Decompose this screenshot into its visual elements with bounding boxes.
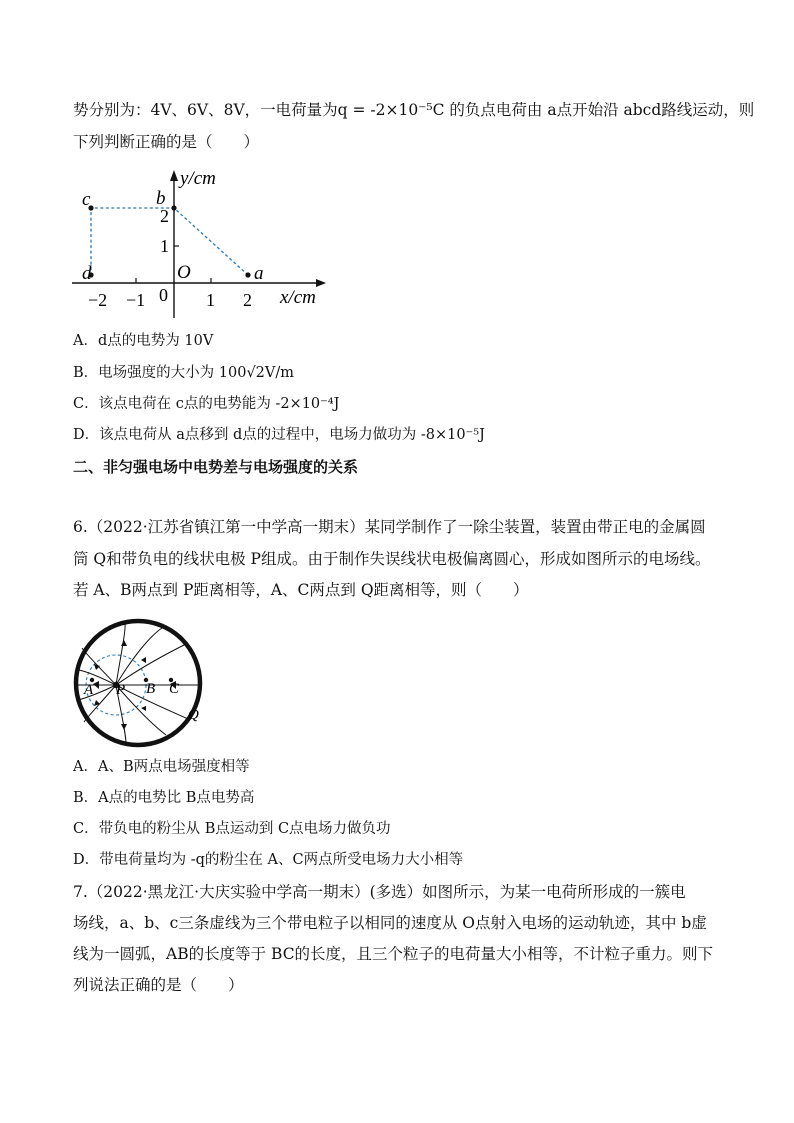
q6-option-c: C．带负电的粉尘从 B点运动到 C点电场力做负功 [73,821,391,837]
label-d: d [82,263,92,284]
q6-text-line-2: 筒 Q和带负电的线状电极 P组成。由于制作失误线状电极偏离圆心，形成如图所示的电场线。 [73,550,711,568]
q6-text-line-3: 若 A、B两点到 P距离相等，A、C两点到 Q距离相等，则（ ） [73,581,529,599]
label-A: A [84,682,94,698]
label-B: B [146,681,156,697]
q7-text-line-2: 场线，a、b、c三条虚线为三个带电粒子以相同的速度从 O点射入电场的运动轨迹，其中 b虚 [73,914,707,932]
x-tick-neg2: −2 [88,290,108,310]
q5-option-b: B．电场强度的大小为 100√2V/m [73,365,295,381]
point-b-dot [171,205,176,210]
label-a: a [254,263,264,284]
label-C: C [169,681,180,697]
label-b: b [156,188,166,209]
q5-option-d: D．该点电荷从 a点移到 d点的过程中，电场力做功为 -8×10⁻⁵J [73,427,485,443]
x-tick-1: 1 [206,290,215,310]
q7-text-line-4: 列说法正确的是（ ） [73,976,244,994]
x-axis-label: x/cm [280,287,316,308]
q6-option-b: B．A点的电势比 B点电势高 [73,790,255,806]
q6-field-figure [70,618,220,743]
q5-text-line-1: 势分别为：4V、6V、8V，一电荷量为q = -2×10⁻⁵C 的负点电荷由 a点开始沿 abcd路线运动，则 [73,101,755,119]
y-tick-2: 2 [160,206,169,226]
zero-label: 0 [159,285,168,305]
label-c: c [82,189,91,210]
q5-coordinate-figure [70,160,340,320]
origin-label: O [177,262,191,283]
point-a-dot [245,272,250,277]
y-axis-label: y/cm [180,168,216,189]
q7-text-line-3: 线为一圆弧，AB的长度等于 BC的长度，且三个粒子的电荷量大小相等，不计粒子重力。则下 [73,945,714,963]
q5-text-line-2: 下列判断正确的是（ ） [73,133,260,151]
label-P: P [116,682,126,698]
section-2-heading: 二、非匀强电场中电势差与电场强度的关系 [73,458,359,476]
q5-option-c: C．该点电荷在 c点的电势能为 -2×10⁻⁴J [73,396,340,412]
x-tick-2: 2 [243,290,252,310]
y-tick-1: 1 [160,236,169,256]
q5-option-a: A．d点的电势为 10V [73,333,214,349]
q6-text-line-1: 6.（2022·江苏省镇江第一中学高一期末）某同学制作了一除尘装置，装置由带正电的金属圆 [73,518,706,536]
q7-text-line-1: 7.（2022·黑龙江·大庆实验中学高一期末）(多选）如图所示，为某一电荷所形成的一簇电 [73,883,686,901]
label-Q: Q [188,707,199,723]
q6-option-a: A．A、B两点电场强度相等 [73,759,250,775]
q6-option-d: D．带电荷量均为 -q的粉尘在 A、C两点所受电场力大小相等 [73,852,464,868]
x-tick-neg1: −1 [126,290,146,310]
